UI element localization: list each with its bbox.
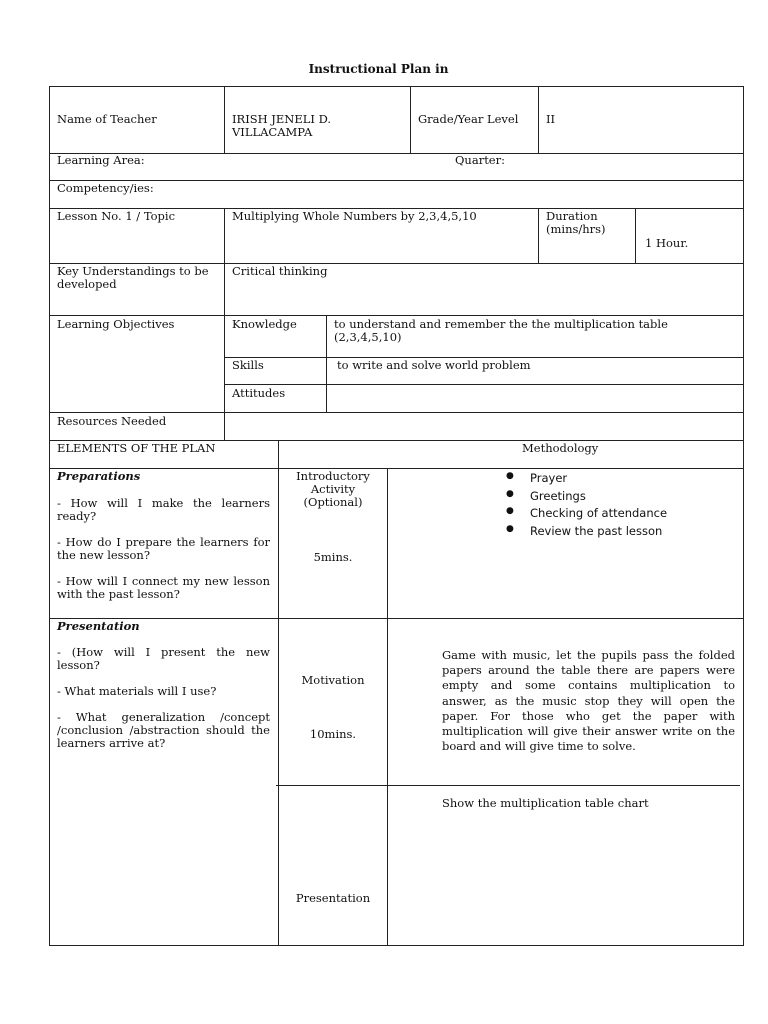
row-divider	[49, 468, 744, 469]
col-divider	[49, 86, 50, 946]
presentation-question-2: - What materials will I use?	[57, 684, 217, 698]
presentation-question-3: - What generalization /concept /conclusion /abstraction should the learners arrive at?	[57, 710, 270, 750]
activity-line-2: Activity	[310, 482, 356, 496]
presentation-questions	[57, 646, 270, 763]
preparations-activity-list	[506, 471, 667, 541]
col-divider	[278, 440, 279, 945]
activity-line-3: (Optional)	[303, 495, 363, 509]
preparations-heading: Preparations	[57, 469, 141, 483]
duration-label-2: (mins/hrs)	[546, 222, 606, 236]
col-divider	[224, 208, 225, 440]
duration-label-1: Duration	[546, 209, 598, 223]
objectives-label: Learning Objectives	[57, 317, 175, 331]
page-title: Instructional Plan in	[308, 62, 449, 76]
key-understandings-label-1: Key Understandings to be	[57, 264, 209, 278]
list-item: ● Prayer	[506, 471, 667, 489]
list-item: ● Review the past lesson	[506, 524, 667, 542]
skills-label: Skills	[232, 358, 264, 372]
row-divider	[49, 412, 744, 413]
presentation-heading: Presentation	[57, 619, 140, 633]
key-understandings-label-2: developed	[57, 277, 117, 291]
knowledge-value-2: (2,3,4,5,10)	[334, 330, 402, 344]
activity-line-1: Introductory	[296, 469, 370, 483]
introductory-activity-label	[279, 470, 387, 509]
row-divider	[49, 315, 744, 316]
preparations-time: 5mins.	[313, 550, 353, 564]
resources-label: Resources Needed	[57, 414, 167, 428]
col-divider	[538, 208, 539, 263]
motivation-time: 10mins.	[309, 727, 357, 741]
row-divider	[224, 384, 744, 385]
competency-label: Competency/ies:	[57, 181, 154, 195]
row-divider	[49, 618, 744, 619]
col-divider	[635, 208, 636, 263]
elements-label: ELEMENTS OF THE PLAN	[57, 441, 216, 455]
knowledge-value-1: to understand and remember the the multiplication table	[334, 317, 668, 331]
quarter-label: Quarter:	[455, 153, 505, 167]
col-divider	[538, 86, 539, 153]
presentation-step-label: Presentation	[295, 891, 371, 905]
list-item: ● Greetings	[506, 489, 667, 507]
motivation-text: Game with music, let the pupils pass the folded papers around the table there are papers were empty and some contains multiplication to answer, as the music stop they will open the paper. For those who get the paper with multiplication will give their answer write on the board and will give time to solve.	[442, 648, 735, 754]
methodology-label: Methodology	[522, 441, 599, 455]
col-divider	[224, 86, 225, 153]
presentation-question-1: - (How will I present the new lesson?	[57, 645, 270, 672]
row-divider	[49, 86, 744, 87]
row-divider	[49, 945, 744, 946]
teacher-label: Name of Teacher	[57, 112, 157, 126]
attitudes-label: Attitudes	[232, 386, 286, 400]
presentation-step-text: Show the multiplication table chart	[442, 796, 649, 810]
col-divider	[743, 86, 744, 946]
duration-value: 1 Hour.	[645, 236, 689, 250]
preparations-question-1: - How will I make the learners ready?	[57, 496, 270, 523]
learning-area-label: Learning Area:	[57, 153, 145, 167]
grade-label: Grade/Year Level	[418, 112, 519, 126]
motivation-label: Motivation	[301, 673, 365, 687]
skills-value: to write and solve world problem	[337, 358, 531, 372]
teacher-name-line-1: IRISH JENELI D.	[232, 112, 332, 126]
preparations-question-3: - How will I connect my new lesson with the past lesson?	[57, 574, 270, 601]
col-divider	[410, 86, 411, 153]
key-understandings-value: Critical thinking	[232, 264, 328, 278]
row-divider	[49, 153, 744, 154]
list-item: ● Checking of attendance	[506, 506, 667, 524]
lesson-label: Lesson No. 1 / Topic	[57, 209, 176, 223]
lesson-topic: Multiplying Whole Numbers by 2,3,4,5,10	[232, 209, 477, 223]
grade-value: II	[546, 112, 556, 126]
preparations-questions	[57, 497, 270, 614]
col-divider	[387, 468, 388, 945]
col-divider	[326, 315, 327, 412]
row-divider	[276, 785, 740, 786]
knowledge-label: Knowledge	[232, 317, 297, 331]
teacher-name-line-2: VILLACAMPA	[232, 125, 313, 139]
preparations-question-2: - How do I prepare the learners for the new lesson?	[57, 535, 270, 562]
